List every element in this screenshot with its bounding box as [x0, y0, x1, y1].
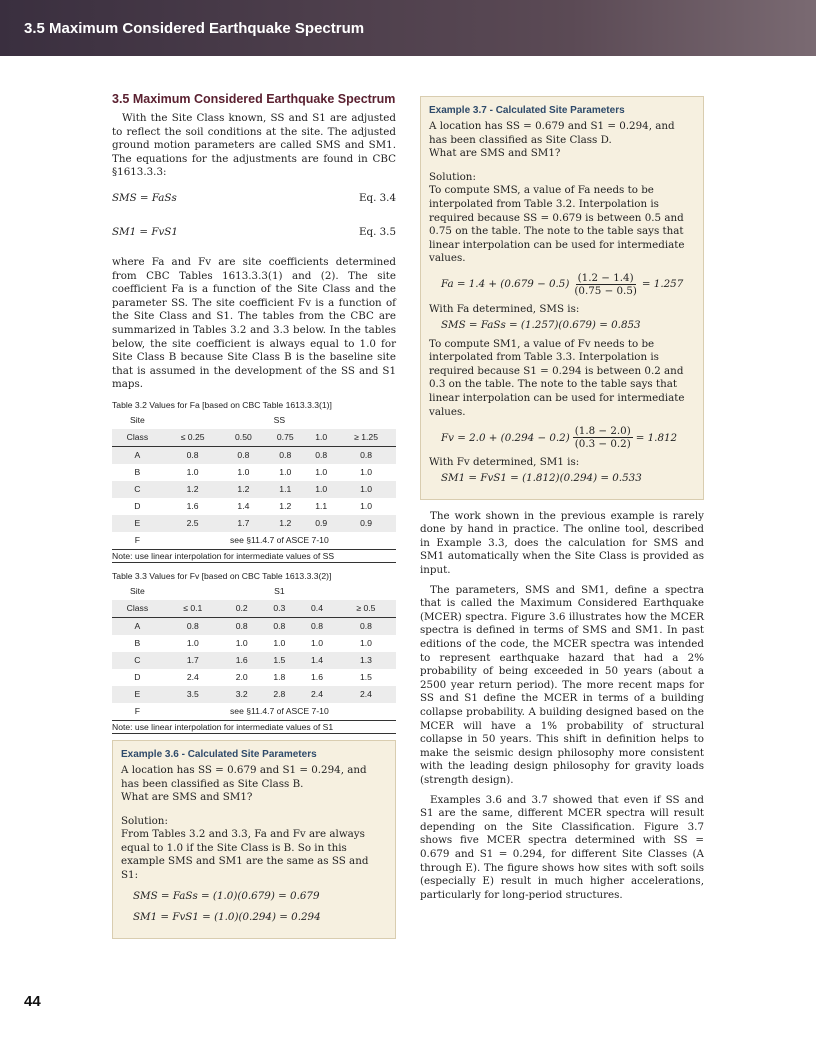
table-header-row — [112, 583, 396, 600]
table-cell: 1.0 — [315, 467, 328, 478]
table-cell: 2.4 — [298, 686, 336, 703]
with-fv-text: With Fv determined, SM1 is: — [429, 456, 580, 469]
table-row — [112, 703, 396, 720]
table-cell: C — [112, 652, 163, 669]
fraction — [572, 272, 639, 297]
table-3-2-caption: Table 3.2 Values for Fa [based on CBC Table 1613.3.3(1)] — [112, 399, 332, 410]
table-cell: E — [112, 515, 163, 532]
table-header-row — [112, 429, 396, 447]
table-cell: 1.1 — [264, 481, 306, 498]
header-cell: 0.50 — [222, 429, 264, 447]
table-cell: 1.8 — [273, 672, 286, 683]
coefficients-paragraph: where Fa and Fv are site coefficients determined from CBC Tables 1613.3.3(1) and (2). The site coefficient Fa is a function of the Site Class and the parameter SS. The site coefficient Fv is a function of the Site Class and S1. The tables from the CBC are summarized in Tables 3.2 and 3.3 below. In the tables below, the site coefficient is always equal to 1.0 for Site Class B because Site Class B is the baseline site that is assumed in the development of the SS and S1 maps. — [112, 255, 396, 391]
header-cell: SS — [273, 415, 286, 426]
example-3-7-box — [420, 96, 704, 500]
fraction-numerator: (1.8 − 2.0) — [574, 425, 631, 438]
sms-equation: SMS = FaSs = (1.0)(0.679) = 0.679 — [133, 889, 320, 902]
solution-label: Solution: — [121, 814, 168, 827]
table-cell: A — [112, 617, 163, 635]
example-question: What are SMS and SM1? — [121, 791, 253, 804]
table-cell: B — [134, 467, 141, 478]
equation-lhs: Fv = 2.0 + (0.294 − 0.2) — [441, 431, 570, 444]
table-row — [112, 686, 396, 703]
table-row — [112, 635, 396, 652]
table-cell: 1.0 — [336, 481, 396, 498]
page-header — [0, 0, 816, 56]
table-cell: 0.8 — [336, 617, 396, 635]
table-cell: 1.7 — [222, 515, 264, 532]
table-cell: 3.5 — [163, 686, 223, 703]
table-cell: see §11.4.7 of ASCE 7-10 — [230, 706, 329, 717]
solution-label: Solution: — [429, 170, 476, 183]
fraction-denominator: (0.75 − 0.5) — [574, 284, 637, 297]
table-row — [112, 498, 396, 515]
table-cell: 1.0 — [306, 481, 336, 498]
table-cell: F — [134, 706, 140, 717]
table-cell: D — [134, 672, 141, 683]
header-cell: ≥ 0.5 — [336, 600, 396, 618]
table-3-2 — [112, 412, 396, 549]
table-cell: 0.8 — [306, 446, 336, 464]
header-cell: ≤ 0.25 — [163, 429, 223, 447]
table-cell: 1.4 — [298, 652, 336, 669]
table-cell: 1.0 — [359, 638, 372, 649]
table-row — [112, 617, 396, 635]
table-3-3 — [112, 583, 396, 720]
table-cell: 1.0 — [186, 467, 199, 478]
header-cell: ≤ 0.1 — [163, 600, 223, 618]
table-cell: 0.8 — [336, 446, 396, 464]
table-cell: 1.0 — [360, 501, 373, 512]
solution-step-2: To compute SM1, a value of Fv needs to be interpolated from Table 3.3. Interpolation is required because S1 = 0.294 is between 0.2 and 0.3 on the table. The note to the table says that linear interpolation can be used for intermediate values. — [429, 337, 685, 418]
table-cell: 0.9 — [336, 515, 396, 532]
with-fa-text: With Fa determined, SMS is: — [429, 302, 580, 315]
table-header-row — [112, 412, 396, 429]
table-cell: 1.2 — [279, 501, 292, 512]
table-cell: 3.2 — [223, 686, 261, 703]
table-cell: 2.0 — [235, 672, 248, 683]
solution-text: From Tables 3.2 and 3.3, Fa and Fv are always equal to 1.0 if the Site Class is B. So in this example SMS and SM1 are the same as SS and S1: — [121, 828, 369, 882]
table-cell: 1.2 — [163, 481, 223, 498]
table-3-3-note: Note: use linear interpolation for intermediate values of S1 — [112, 720, 396, 734]
header-cell: Class — [112, 600, 163, 618]
table-row — [112, 464, 396, 481]
equation-rhs: = 1.257 — [641, 278, 684, 291]
header-cell: 1.0 — [306, 429, 336, 447]
example-title: Example 3.7 - Calculated Site Parameters — [429, 105, 625, 116]
table-cell: 1.0 — [311, 638, 323, 649]
table-cell: 1.0 — [279, 467, 292, 478]
section-title: 3.5 Maximum Considered Earthquake Spectrum — [112, 92, 396, 106]
header-cell: 0.2 — [223, 600, 261, 618]
paragraph-mcer-spectra: The parameters, SMS and SM1, define a spectra that is called the Maximum Considered Earthquake (MCER) spectra. Figure 3.6 illustrates how the MCER spectra is defined in terms of SMS and SM1. In past editions of the code, the MCER spectra was intended to represent earthquake hazard that had a 2% probability of being exceeded in 50 years (about a 2500 year return period). The more recent maps for SS and S1 define the MCER in terms of a building collapse probability. A building designed based on the MCER will have a 1% probability of structural collapse in 50 years. This shift in definition helps to make the seismic design philosophy more consistent with the leading design philosophy for gravity loads (strength design). — [420, 583, 704, 786]
header-cell: Site — [129, 586, 145, 597]
table-row — [112, 515, 396, 532]
table-cell: C — [112, 481, 163, 498]
table-3-2-note: Note: use linear interpolation for intermediate values of SS — [112, 549, 396, 563]
table-cell: 1.0 — [360, 467, 373, 478]
table-cell: A — [112, 446, 163, 464]
table-cell: 0.9 — [306, 515, 336, 532]
table-cell: 0.8 — [163, 617, 223, 635]
table-cell: F — [134, 535, 140, 546]
header-title: 3.5 Maximum Considered Earthquake Spectrum — [24, 20, 365, 37]
fraction-denominator: (0.3 − 0.2) — [574, 438, 631, 451]
header-cell: 0.75 — [264, 429, 306, 447]
header-cell: 0.3 — [261, 600, 299, 618]
table-cell: 1.6 — [311, 672, 323, 683]
equation-number: Eq. 3.5 — [358, 225, 396, 238]
table-row — [112, 446, 396, 464]
table-cell: 1.5 — [359, 672, 372, 683]
page-number: 44 — [24, 993, 41, 1010]
table-row — [112, 652, 396, 669]
table-row — [112, 532, 396, 549]
equation-3-4 — [112, 188, 396, 212]
table-cell: 1.0 — [273, 638, 286, 649]
table-cell: 1.3 — [336, 652, 396, 669]
solution-step-1: To compute SMS, a value of Fa needs to be interpolated from Table 3.2. Interpolation is required because SS = 0.679 is between 0.5 and 0.75 on the table. The note to the table says that linear interpolation can be used for intermediate values. — [429, 184, 685, 265]
table-row — [112, 481, 396, 498]
sm1-equation: SM1 = FvS1 = (1.0)(0.294) = 0.294 — [133, 910, 321, 923]
fraction-numerator: (1.2 − 1.4) — [577, 271, 634, 284]
table-cell: 2.5 — [163, 515, 223, 532]
header-cell: 0.4 — [298, 600, 336, 618]
table-cell: 1.0 — [237, 467, 250, 478]
fa-equation — [441, 272, 695, 297]
table-cell: 0.8 — [261, 617, 299, 635]
equation-lhs: Fa = 1.4 + (0.679 − 0.5) — [441, 278, 570, 291]
equation-text: SM1 = FvS1 — [112, 225, 178, 238]
header-cell: ≥ 1.25 — [336, 429, 396, 447]
sm1-equation: SM1 = FvS1 = (1.812)(0.294) = 0.533 — [441, 471, 642, 484]
example-problem: A location has SS = 0.679 and S1 = 0.294, and has been classified as Site Class B. — [121, 763, 367, 790]
table-cell: E — [112, 686, 163, 703]
equation-number: Eq. 3.4 — [358, 191, 396, 204]
table-cell: 2.4 — [186, 672, 199, 683]
table-cell: D — [134, 501, 141, 512]
table-row — [112, 669, 396, 686]
equation-3-5 — [112, 222, 396, 246]
table-cell: 1.0 — [235, 638, 248, 649]
table-cell: 2.4 — [336, 686, 396, 703]
table-cell: see §11.4.7 of ASCE 7-10 — [230, 535, 329, 546]
table-cell: 1.5 — [261, 652, 299, 669]
example-title: Example 3.6 - Calculated Site Parameters — [121, 748, 317, 760]
paragraph-site-classes: Examples 3.6 and 3.7 showed that even if SS and S1 are the same, different MCER spectra will result depending on the Site Classification. Figure 3.7 shows five MCER spectra determined with SS = 0.679 and S1 = 0.294, for different Site Classes (A through E). The figure shows how sites with soft soils (especially E) result in much higher accelerations, particularly for long-period structures. — [420, 793, 704, 901]
example-problem: A location has SS = 0.679 and S1 = 0.294, and has been classified as Site Class D. — [429, 120, 675, 146]
table-cell: 1.7 — [163, 652, 223, 669]
table-cell: 1.4 — [237, 501, 250, 512]
table-3-3-caption: Table 3.3 Values for Fv [based on CBC Table 1613.3.3(2)] — [112, 570, 332, 581]
example-3-6-box — [112, 740, 396, 939]
table-header-row — [112, 600, 396, 618]
right-column — [420, 96, 704, 902]
table-cell: 1.6 — [186, 501, 199, 512]
header-cell: Class — [112, 429, 163, 447]
sms-equation: SMS = FaSs = (1.257)(0.679) = 0.853 — [441, 318, 641, 331]
equation-rhs: = 1.812 — [635, 431, 678, 444]
intro-paragraph: With the Site Class known, SS and S1 are adjusted to reflect the soil conditions at the site. The adjusted ground motion parameters are called SMS and SM1. The equations for the adjustments are found in CBC §1613.3.3: — [112, 112, 396, 179]
paragraph-online-tool: The work shown in the previous example is rarely done by hand in practice. The online tool, described in Example 3.3, does the calculation for SMS and SM1 automatically when the Site Class is provided as input. — [420, 509, 704, 577]
table-cell: 2.8 — [261, 686, 299, 703]
table-cell: 1.2 — [222, 481, 264, 498]
equation-text: SMS = FaSs — [112, 191, 177, 204]
fraction — [573, 425, 633, 450]
table-cell: 0.8 — [298, 617, 336, 635]
left-column — [112, 92, 396, 939]
table-cell: 1.0 — [186, 638, 199, 649]
header-cell: Site — [129, 415, 145, 426]
table-cell: 0.8 — [264, 446, 306, 464]
table-cell: 0.8 — [163, 446, 223, 464]
table-cell: 1.2 — [264, 515, 306, 532]
table-cell: 0.8 — [222, 446, 264, 464]
table-cell: 1.1 — [315, 501, 328, 512]
table-cell: 1.6 — [223, 652, 261, 669]
table-cell: B — [134, 638, 141, 649]
example-question: What are SMS and SM1? — [429, 147, 561, 160]
table-cell: 0.8 — [223, 617, 261, 635]
fv-equation — [441, 425, 695, 450]
header-cell: S1 — [274, 586, 285, 597]
